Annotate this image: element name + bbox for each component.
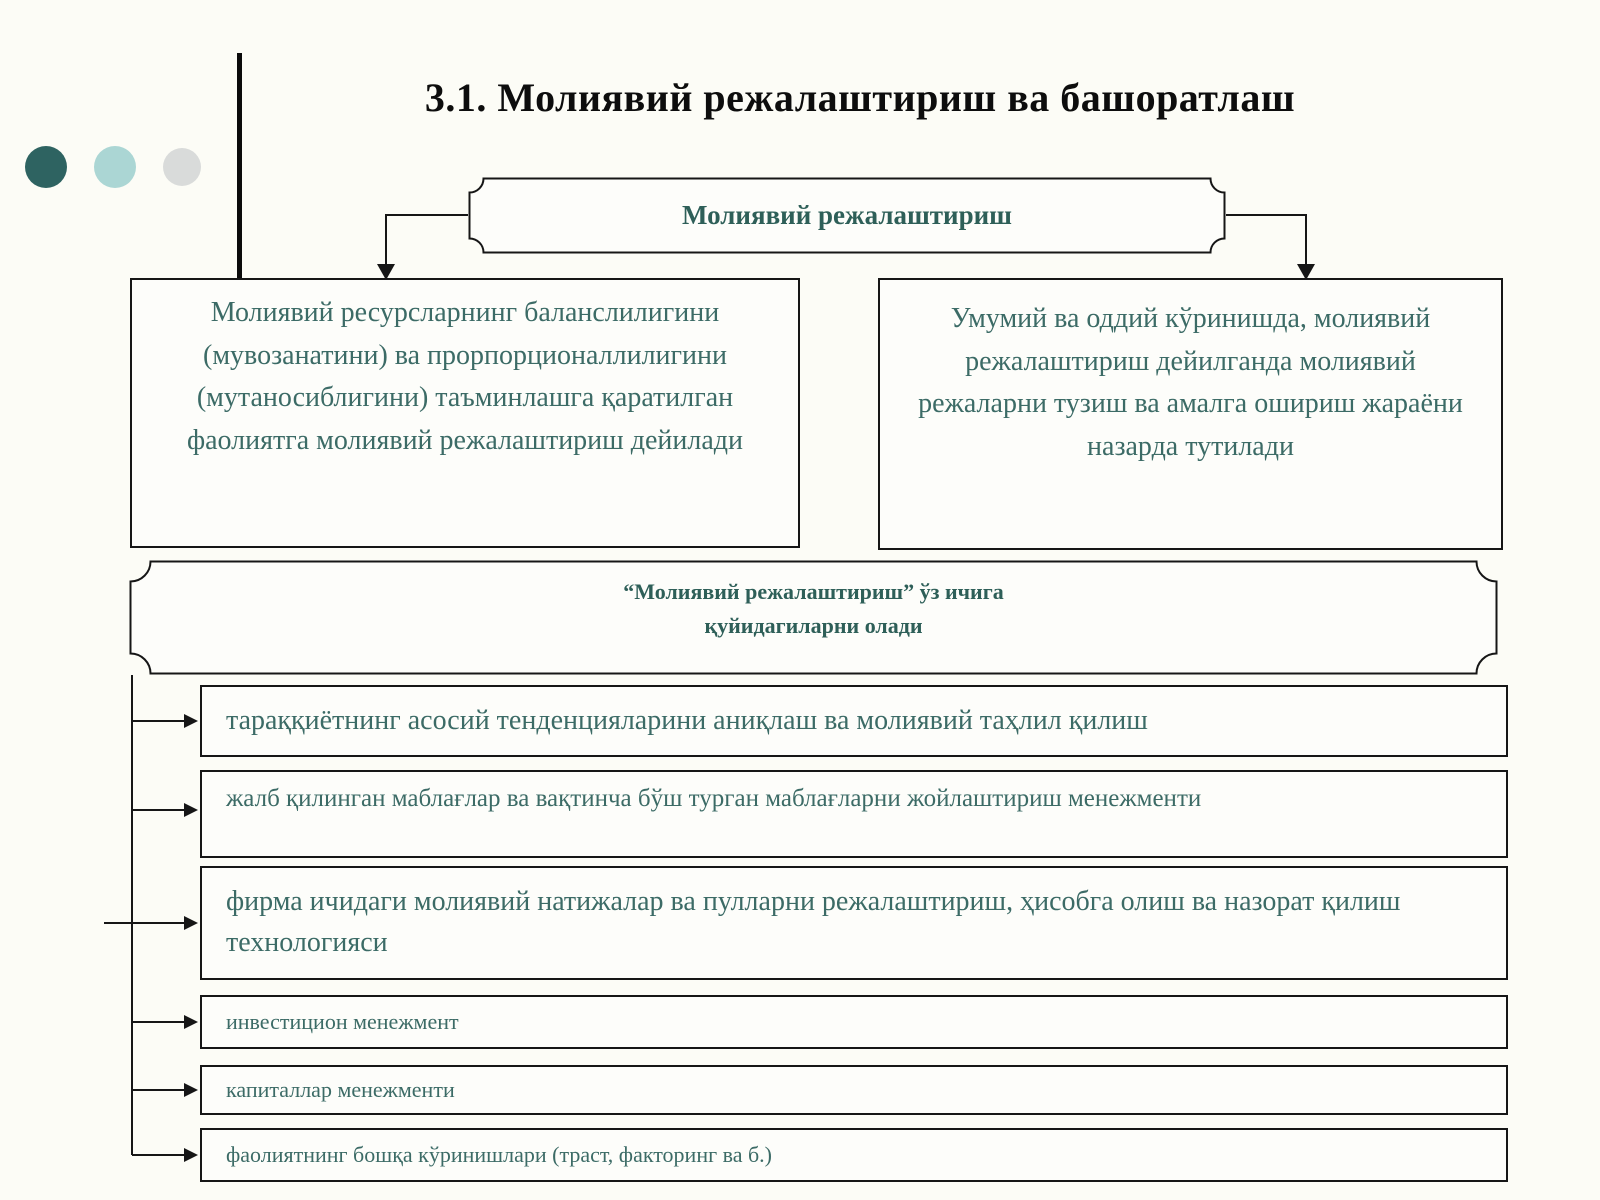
decorative-dot-gray-icon [163, 148, 201, 186]
arrowhead-item-4-icon [184, 1015, 198, 1029]
list-item-other-activities [200, 1128, 1508, 1182]
list-item-trend-analysis [200, 685, 1508, 757]
root-node-label: Молиявий режалаштириш [682, 200, 1012, 230]
list-item-text: капиталлар менежменти [226, 1077, 455, 1102]
list-item-investment-management [200, 995, 1508, 1049]
banner-label [129, 560, 1498, 675]
list-item-capital-management [200, 1065, 1508, 1115]
list-item-funds-placement [200, 770, 1508, 858]
connector-root-to-left [386, 215, 468, 266]
banner-node-includes [129, 560, 1498, 675]
banner-line-1: “Молиявий режалаштириш” ўз ичига [623, 579, 1004, 604]
arrowhead-item-6-icon [184, 1148, 198, 1162]
list-item-intra-firm-planning [200, 866, 1508, 980]
slide-title: 3.1. Молиявий режалаштириш ва башоратлаш [424, 75, 1296, 120]
arrowhead-item-5-icon [184, 1083, 198, 1097]
arrowhead-item-3-icon [184, 916, 198, 930]
list-item-text: жалб қилинган маблағлар ва вақтинча бўш турган маблағларни жойлаштириш менежменти [226, 785, 1202, 812]
arrowhead-item-2-icon [184, 803, 198, 817]
definition-right-text: Умумий ва оддий кўринишда, молиявий режалаштириш дейилганда молиявий режаларни тузиш ва амалга ошириш жараёни назарда тутилади [918, 303, 1463, 462]
list-item-text: инвестицион менежмент [226, 1009, 459, 1034]
decorative-dot-light-teal-icon [94, 146, 136, 188]
arrowhead-item-1-icon [184, 714, 198, 728]
definition-left-text: Молиявий ресурсларнинг баланслилигини (мувозанатини) ва прорпорционаллилигини (мутаносиблигини) таъминлашга қаратилган фаолиятга молиявий режалаштириш дейилади [186, 297, 743, 456]
list-item-text: фаолиятнинг бошқа кўринишлари (траст, факторинг ва б.) [226, 1142, 773, 1167]
decorative-dot-dark-teal-icon [25, 146, 67, 188]
definition-box-left [130, 278, 800, 548]
list-item-text: тараққиётнинг асосий тенденцияларини аниқлаш ва молиявий таҳлил қилиш [226, 705, 1148, 736]
connector-root-to-right [1226, 215, 1306, 266]
definition-box-right [878, 278, 1503, 550]
list-item-text: фирма ичидаги молиявий натижалар ва пулларни режалаштириш, ҳисобга олиш ва назорат қилиш технологияси [226, 886, 1401, 958]
banner-line-2: қуйидагиларни олади [704, 613, 923, 639]
root-node-financial-planning [468, 177, 1226, 254]
